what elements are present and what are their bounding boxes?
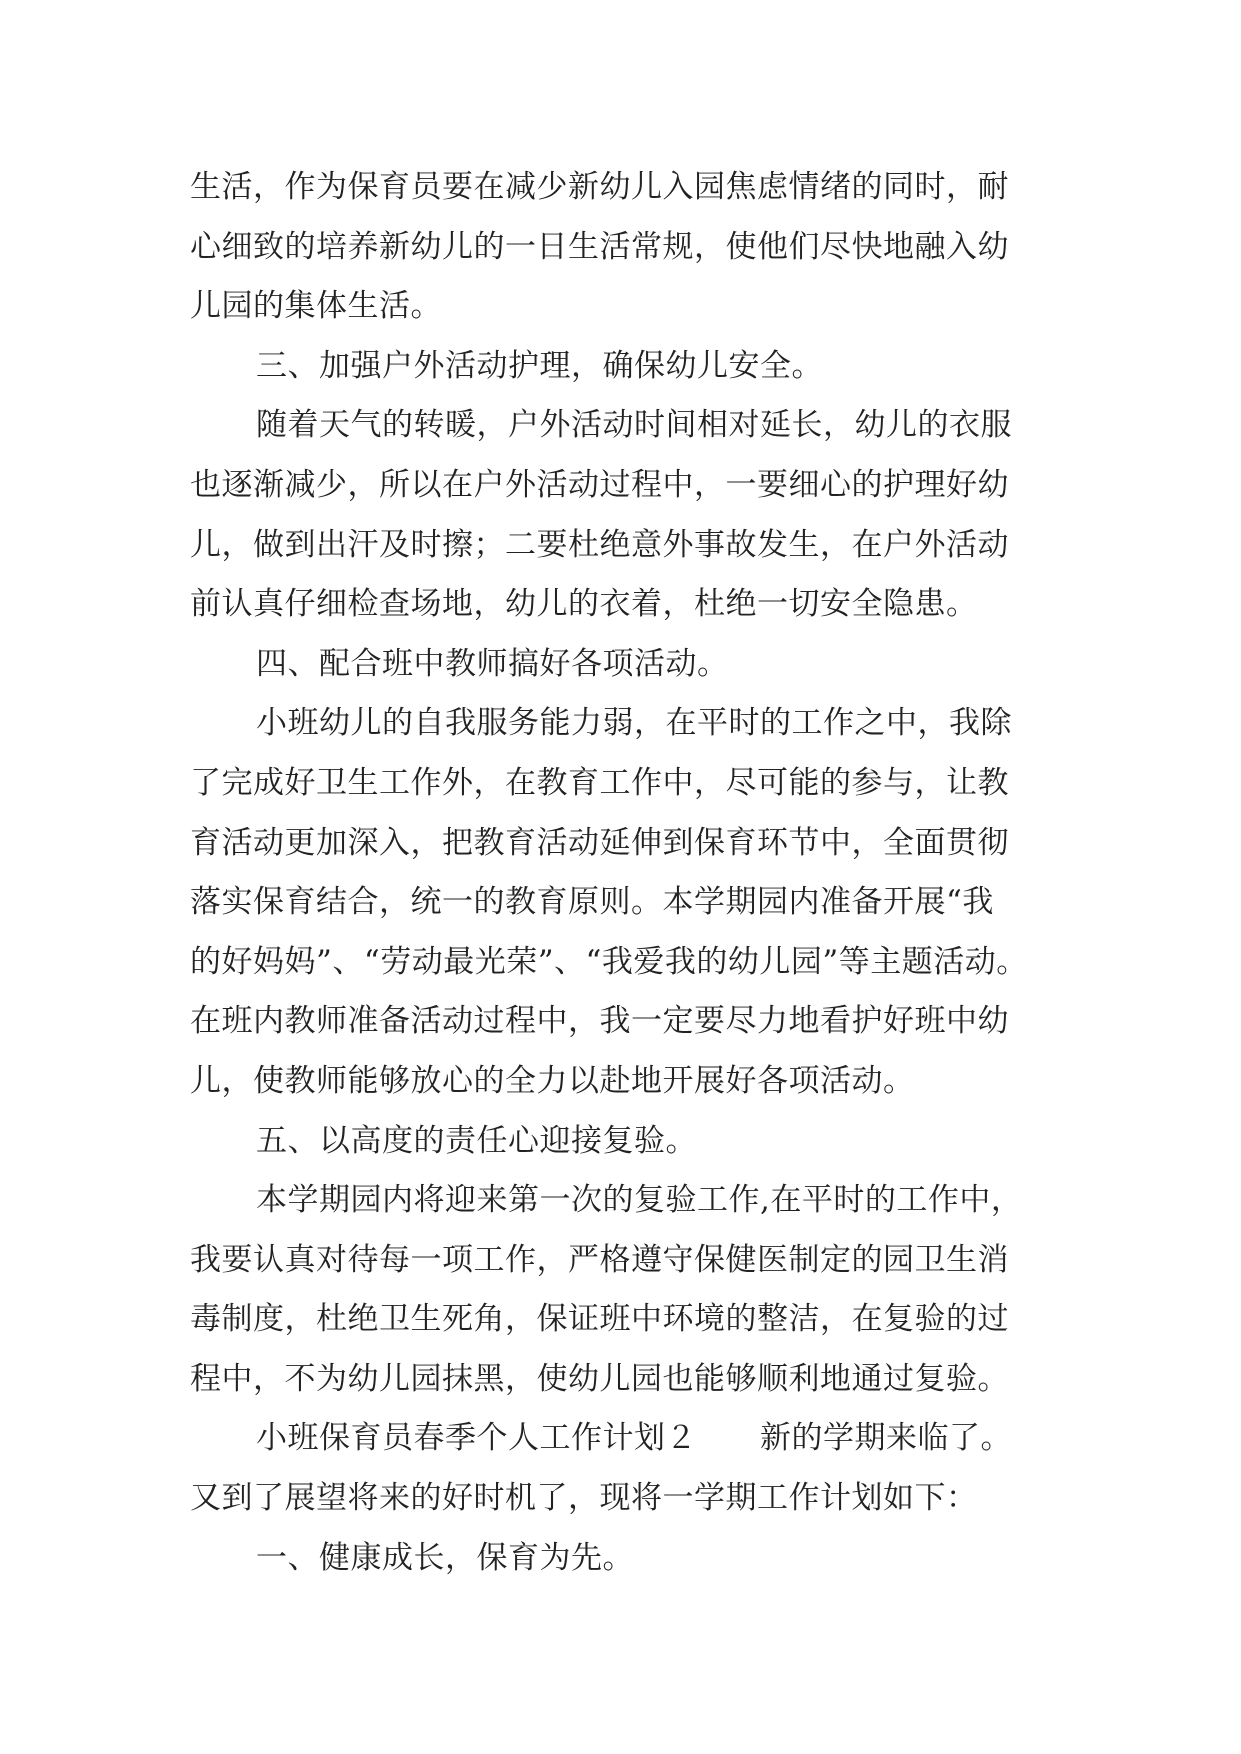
paragraph-line: 在班内教师准备活动过程中，我一定要尽力地看护好班中幼 xyxy=(190,1003,1009,1040)
paragraph-line: 了完成好卫生工作外，在教育工作中，尽可能的参与，让教 xyxy=(190,764,1009,801)
paragraph-line: 程中，不为幼儿园抹黑，使幼儿园也能够顺利地通过复验。 xyxy=(190,1360,1009,1397)
paragraph-line: 儿园的集体生活。 xyxy=(190,288,442,325)
paragraph-line: 小班幼儿的自我服务能力弱，在平时的工作之中，我除 xyxy=(256,705,1012,742)
paragraph-line: 本学期园内将迎来第一次的复验工作,在平时的工作中， xyxy=(256,1182,1023,1219)
paragraph-line: 的好妈妈”、“劳动最光荣”、“我爱我的幼儿园”等主题活动。 xyxy=(190,943,1028,980)
paragraph-line: 心细致的培养新幼儿的一日生活常规，使他们尽快地融入幼 xyxy=(190,228,1009,265)
section-heading: 三、加强户外活动护理，确保幼儿安全。 xyxy=(256,347,823,384)
paragraph-line: 又到了展望将来的好时机了，现将一学期工作计划如下： xyxy=(190,1480,978,1517)
paragraph-line: 生活，作为保育员要在减少新幼儿入园焦虑情绪的同时，耐 xyxy=(190,169,1009,205)
document-subtitle-line: 小班保育员春季个人工作计划２ 新的学期来临了。 xyxy=(256,1420,1012,1457)
paragraph-line: 也逐渐减少，所以在户外活动过程中，一要细心的护理好幼 xyxy=(190,466,1009,503)
document-body xyxy=(190,158,1070,1588)
paragraph-line: 前认真仔细检查场地，幼儿的衣着，杜绝一切安全隐患。 xyxy=(190,586,978,623)
section-heading: 一、健康成长，保育为先。 xyxy=(256,1539,634,1576)
paragraph-line: 毒制度，杜绝卫生死角，保证班中环境的整洁，在复验的过 xyxy=(190,1301,1009,1338)
paragraph-line: 我要认真对待每一项工作，严格遵守保健医制定的园卫生消 xyxy=(190,1241,1009,1278)
paragraph-line: 落实保育结合，统一的教育原则。本学期园内准备开展“我 xyxy=(190,884,994,921)
section-heading: 四、配合班中教师搞好各项活动。 xyxy=(256,645,729,682)
paragraph-line: 儿，使教师能够放心的全力以赴地开展好各项活动。 xyxy=(190,1062,915,1099)
paragraph-line: 儿，做到出汗及时擦；二要杜绝意外事故发生，在户外活动 xyxy=(190,526,1009,563)
paragraph-line: 育活动更加深入，把教育活动延伸到保育环节中，全面贯彻 xyxy=(190,824,1009,861)
paragraph-line: 随着天气的转暖，户外活动时间相对延长，幼儿的衣服 xyxy=(256,407,1012,444)
section-heading: 五、以高度的责任心迎接复验。 xyxy=(256,1122,697,1159)
